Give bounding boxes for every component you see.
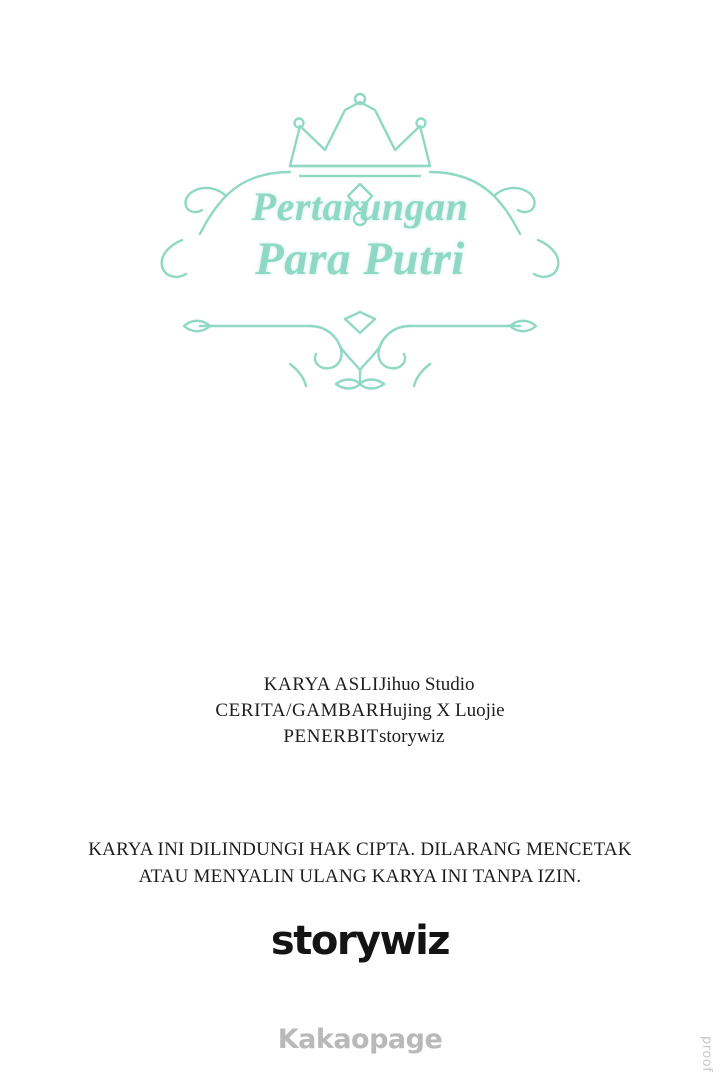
title-logo-line1: Pertarungan bbox=[251, 184, 469, 229]
table-row bbox=[215, 698, 504, 724]
brand-wordmark bbox=[0, 918, 720, 964]
footer-watermark-text: Kakaopage bbox=[277, 1024, 443, 1055]
crown-ornament-icon bbox=[140, 88, 580, 418]
credits-value: Jihuo Studio bbox=[378, 674, 475, 695]
title-logo-ornament-wrap bbox=[140, 88, 580, 418]
credits-label: PENERBIT bbox=[283, 726, 379, 747]
footer-watermark bbox=[0, 1024, 720, 1072]
credits-label: CERITA/GAMBAR bbox=[215, 700, 379, 721]
copyright-notice-line2: ATAU MENYALIN ULANG KARYA INI TANPA IZIN. bbox=[138, 866, 582, 887]
credits-label: KARYA ASLI bbox=[263, 674, 379, 695]
title-logo-block bbox=[0, 88, 720, 428]
credits-block bbox=[0, 672, 720, 750]
credits-table bbox=[215, 672, 504, 750]
title-logo-line2: Para Putri bbox=[254, 233, 465, 285]
table-row bbox=[215, 724, 504, 750]
footer-watermark-subtext: proof bbox=[698, 1036, 714, 1072]
brand-wordmark-text: storywiz bbox=[270, 918, 450, 964]
credits-value: Hujing X Luojie bbox=[378, 700, 505, 721]
copyright-notice bbox=[0, 836, 720, 890]
table-row bbox=[215, 672, 504, 698]
copyright-notice-line1: KARYA INI DILINDUNGI HAK CIPTA. DILARANG MENCETAK bbox=[88, 839, 632, 860]
credits-value: storywiz bbox=[378, 726, 445, 747]
